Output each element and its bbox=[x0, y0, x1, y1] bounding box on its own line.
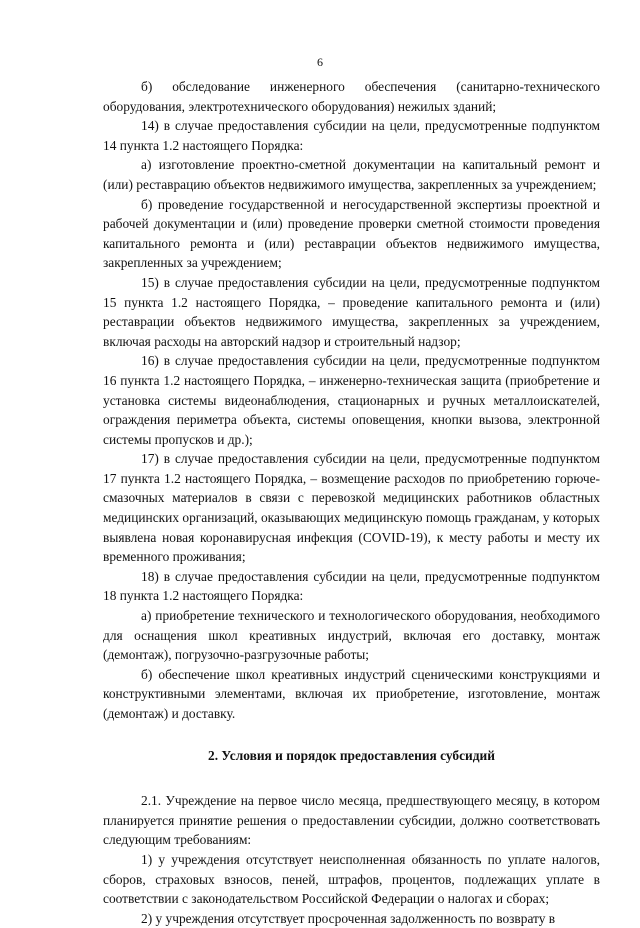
paragraph-item-15: 15) в случае предоставления субсидии на цели, предусмотренные подпунктом 15 пункта 1.2 настоящего Порядка, – проведение капитального ремонта и (или) реставрации объектов недвижимого имущества, закрепленных за учреждением, включая расходы на авторский надзор и строительный надзор; bbox=[103, 274, 600, 349]
document-body bbox=[103, 77, 600, 928]
page-number: 6 bbox=[317, 55, 323, 69]
paragraph-2-1: 2.1. Учреждение на первое число месяца, предшествующего месяцу, в котором планируется принятие решения о предоставлении субсидии, должно соответствовать следующим требованиям: bbox=[103, 793, 600, 848]
paragraph-item-17: 17) в случае предоставления субсидии на цели, предусмотренные подпунктом 17 пункта 1.2 настоящего Порядка, – возмещение расходов по приобретению горюче-смазочных материалов в связи с перевозкой медицинских работников областных медицинских организаций, оказывающих медицинскую помощь гражданам, у которых выявлена новая коронавирусная инфекция (COVID-19), к месту работы и месту их временного проживания; bbox=[103, 451, 600, 565]
paragraph-18a: а) приобретение технического и технологического оборудования, необходимого для оснащения школ креативных индустрий, включая его доставку, монтаж (демонтаж), погрузочно-разгрузочные работы; bbox=[103, 608, 600, 663]
paragraph-item-14: 14) в случае предоставления субсидии на цели, предусмотренные подпунктом 14 пункта 1.2 настоящего Порядка: bbox=[103, 118, 600, 153]
paragraph-14a: а) изготовление проектно-сметной документации на капитальный ремонт и (или) реставрацию объектов недвижимого имущества, закрепленных за учреждением; bbox=[103, 157, 600, 192]
paragraph-2-1-1: 1) у учреждения отсутствует неисполненная обязанность по уплате налогов, сборов, страховых взносов, пеней, штрафов, процентов, подлежащих уплате в соответствии с законодательством Российской Федерации о налогах и сборах; bbox=[103, 851, 600, 907]
paragraph-14b: б) проведение государственной и негосударственной экспертизы проектной и рабочей документации и (или) проведение проверки сметной стоимости проведения капитального ремонта и (или) реставрации объектов недвижимого имущества, закрепленных за учреждением; bbox=[103, 196, 600, 271]
section-heading: 2. Условия и порядок предоставления субсидий bbox=[208, 747, 495, 763]
paragraph-item-18: 18) в случае предоставления субсидии на цели, предусмотренные подпунктом 18 пункта 1.2 настоящего Порядка: bbox=[103, 568, 600, 604]
paragraph-6b-inspection: б) обследование инженерного обеспечения (санитарно-технического оборудования, электротехнического оборудования) нежилых зданий; bbox=[103, 79, 600, 114]
paragraph-2-1-2: 2) у учреждения отсутствует просроченная задолженность по возврату в bbox=[141, 910, 556, 926]
paragraph-18b: б) обеспечение школ креативных индустрий сценическими конструкциями и конструктивными элементами, включая их приобретение, изготовление, монтаж (демонтаж) и доставку. bbox=[103, 666, 600, 721]
paragraph-item-16: 16) в случае предоставления субсидии на цели, предусмотренные подпунктом 16 пункта 1.2 настоящего Порядка, – инженерно-техническая защита (приобретение и установка системы видеонаблюдения, стационарных и ручных металлоискателей, ограждения периметра объекта, системы оповещения, кнопки вызова, электронной системы пропусков и др.); bbox=[103, 353, 600, 447]
